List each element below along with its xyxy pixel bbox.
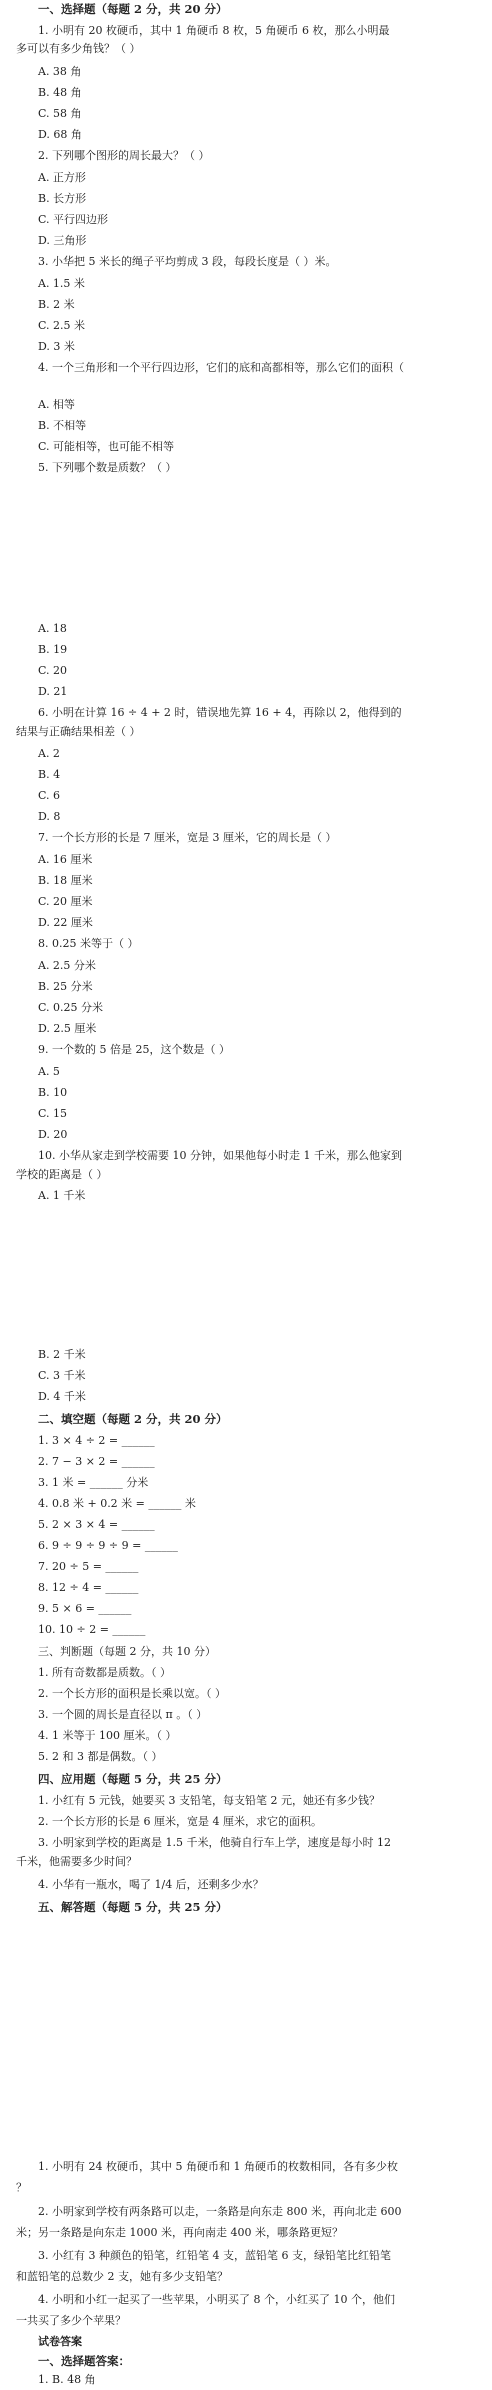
choice-q4: 4. 一个三角形和一个平行四边形，它们的底和高都相等，那么它们的面积（ (38, 361, 404, 374)
fill-q7: 7. 20 ÷ 5 = ______ (38, 1560, 139, 1573)
choice-q7-option-c: C. 20 厘米 (38, 895, 93, 908)
section-title-fill: 二、填空题（每题 2 分，共 20 分） (38, 1412, 228, 1426)
choice-q6-option-d: D. 8 (38, 810, 61, 823)
choice-q3-option-d: D. 3 米 (38, 340, 75, 353)
choice-q1-option-a: A. 38 角 (38, 65, 82, 78)
fill-q10: 10. 10 ÷ 2 = ______ (38, 1623, 146, 1636)
choice-q8: 8. 0.25 米等于（ ） (38, 937, 139, 950)
choice-q5-option-c: C. 20 (38, 664, 68, 677)
apply-q4: 4. 小华有一瓶水，喝了 1/4 后，还剩多少水？ (38, 1878, 264, 1891)
fill-q8: 8. 12 ÷ 4 = ______ (38, 1581, 139, 1594)
choice-q6-option-c: C. 6 (38, 789, 61, 802)
choice-q1-line1: 1. 小明有 20 枚硬币，其中 1 角硬币 8 枚，5 角硬币 6 枚，那么小明最 (38, 24, 390, 37)
judge-q1: 1. 所有奇数都是质数。（ ） (38, 1666, 171, 1679)
choice-q2: 2. 下列哪个图形的周长最大？（ ） (38, 149, 210, 162)
apply-q3-line1: 3. 小明家到学校的距离是 1.5 千米，他骑自行车上学，速度是每小时 12 (38, 1836, 391, 1849)
choice-q3-option-b: B. 2 米 (38, 298, 75, 311)
fill-q5: 5. 2 × 3 × 4 = ______ (38, 1518, 155, 1531)
judge-q3: 3. 一个圆的周长是直径以 π 。（ ） (38, 1708, 208, 1721)
apply-q3-line2: 千米，他需要多少时间？ (16, 1855, 137, 1868)
judge-q4: 4. 1 米等于 100 厘米。（ ） (38, 1729, 177, 1742)
choice-q4-option-a: A. 相等 (38, 398, 75, 411)
fill-q4: 4. 0.8 米 + 0.2 米 = ______ 米 (38, 1497, 196, 1510)
choice-q3-option-a: A. 1.5 米 (38, 277, 85, 290)
choice-q10-line1: 10. 小华从家走到学校需要 10 分钟，如果他每小时走 1 千米，那么他家到 (38, 1149, 402, 1162)
solve-q1-line2: ？ (16, 2181, 27, 2194)
choice-q2-option-c: C. 平行四边形 (38, 213, 109, 226)
choice-q4-option-b: B. 不相等 (38, 419, 87, 432)
choice-q6-line2: 结果与正确结果相差（ ） (16, 725, 141, 738)
choice-q10-option-a: A. 1 千米 (38, 1189, 86, 1202)
choice-q5-option-d: D. 21 (38, 685, 68, 698)
solve-q4-line1: 4. 小明和小红一起买了一些苹果，小明买了 8 个，小红买了 10 个，他们 (38, 2293, 395, 2306)
section-title-choice: 一、选择题（每题 2 分，共 20 分） (38, 2, 228, 16)
choice-q1-line2: 多可以有多少角钱？（ ） (16, 42, 141, 55)
choice-q2-option-d: D. 三角形 (38, 234, 87, 247)
choice-q7-option-a: A. 16 厘米 (38, 853, 93, 866)
fill-q2: 2. 7 − 3 × 2 = ______ (38, 1455, 155, 1468)
solve-q3-line1: 3. 小红有 3 种颜色的铅笔，红铅笔 4 支，蓝铅笔 6 支，绿铅笔比红铅笔 (38, 2249, 391, 2262)
choice-q5-option-b: B. 19 (38, 643, 68, 656)
choice-q10-option-d: D. 4 千米 (38, 1390, 86, 1403)
choice-q9: 9. 一个数的 5 倍是 25，这个数是（ ） (38, 1043, 230, 1056)
choice-q8-option-a: A. 2.5 分米 (38, 959, 96, 972)
solve-q2-line2: 米；另一条路是向东走 1000 米，再向南走 400 米，哪条路更短？ (16, 2226, 343, 2239)
answer-title: 试卷答案 (38, 2335, 82, 2348)
choice-q8-option-c: C. 0.25 分米 (38, 1001, 104, 1014)
choice-q2-option-b: B. 长方形 (38, 192, 87, 205)
choice-q7-option-d: D. 22 厘米 (38, 916, 93, 929)
choice-q9-option-d: D. 20 (38, 1128, 68, 1141)
choice-q10-option-c: C. 3 千米 (38, 1369, 86, 1382)
section-title-solve: 五、解答题（每题 5 分，共 25 分） (38, 1900, 228, 1914)
choice-q8-option-b: B. 25 分米 (38, 980, 93, 993)
answer-q1: 1. B. 48 角 (38, 2373, 96, 2386)
section-title-judge: 三、判断题（每题 2 分，共 10 分） (38, 1645, 216, 1658)
choice-q4-option-c: C. 可能相等，也可能不相等 (38, 440, 175, 453)
fill-q6: 6. 9 ÷ 9 ÷ 9 ÷ 9 = ______ (38, 1539, 178, 1552)
apply-q2: 2. 一个长方形的长是 6 厘米，宽是 4 厘米，求它的面积。 (38, 1815, 322, 1828)
fill-q3: 3. 1 米 = ______ 分米 (38, 1476, 149, 1489)
solve-q2-line1: 2. 小明家到学校有两条路可以走，一条路是向东走 800 米，再向北走 600 (38, 2205, 402, 2218)
choice-q6-line1: 6. 小明在计算 16 ÷ 4 + 2 时，错误地先算 16 + 4，再除以 2，他得到的 (38, 706, 402, 719)
answer-section-choice-title: 一、选择题答案： (38, 2354, 130, 2368)
fill-q1: 1. 3 × 4 ÷ 2 = ______ (38, 1434, 155, 1447)
choice-q1-option-c: C. 58 角 (38, 107, 82, 120)
choice-q7-option-b: B. 18 厘米 (38, 874, 93, 887)
choice-q1-option-d: D. 68 角 (38, 128, 82, 141)
choice-q6-option-a: A. 2 (38, 747, 60, 760)
judge-q2: 2. 一个长方形的面积是长乘以宽。（ ） (38, 1687, 226, 1700)
solve-q4-line2: 一共买了多少个苹果？ (16, 2314, 126, 2327)
choice-q2-option-a: A. 正方形 (38, 171, 86, 184)
choice-q5-option-a: A. 18 (38, 622, 67, 635)
choice-q7: 7. 一个长方形的长是 7 厘米，宽是 3 厘米，它的周长是（ ） (38, 831, 337, 844)
fill-q9: 9. 5 × 6 = ______ (38, 1602, 132, 1615)
choice-q6-option-b: B. 4 (38, 768, 61, 781)
choice-q9-option-a: A. 5 (38, 1065, 60, 1078)
choice-q10-option-b: B. 2 千米 (38, 1348, 86, 1361)
choice-q3-option-c: C. 2.5 米 (38, 319, 86, 332)
section-title-apply: 四、应用题（每题 5 分，共 25 分） (38, 1772, 228, 1786)
choice-q5: 5. 下列哪个数是质数？（ ） (38, 461, 177, 474)
choice-q9-option-b: B. 10 (38, 1086, 68, 1099)
choice-q1-option-b: B. 48 角 (38, 86, 82, 99)
choice-q10-line2: 学校的距离是（ ） (16, 1168, 108, 1181)
choice-q8-option-d: D. 2.5 厘米 (38, 1022, 97, 1035)
choice-q3: 3. 小华把 5 米长的绳子平均剪成 3 段，每段长度是（ ）米。 (38, 255, 337, 268)
solve-q3-line2: 和蓝铅笔的总数少 2 支，她有多少支铅笔？ (16, 2270, 228, 2283)
apply-q1: 1. 小红有 5 元钱，她要买 3 支铅笔，每支铅笔 2 元，她还有多少钱？ (38, 1794, 380, 1807)
choice-q9-option-c: C. 15 (38, 1107, 68, 1120)
solve-q1-line1: 1. 小明有 24 枚硬币，其中 5 角硬币和 1 角硬币的枚数相同，各有多少枚 (38, 2160, 398, 2173)
judge-q5: 5. 2 和 3 都是偶数。（ ） (38, 1750, 163, 1763)
